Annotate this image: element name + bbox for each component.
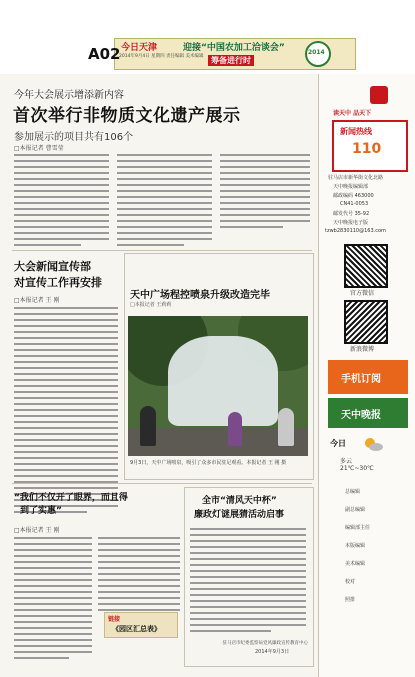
spectator	[140, 406, 156, 446]
sidebar-address-1: 天中晚报编辑部	[333, 184, 369, 190]
section-divider	[12, 250, 312, 251]
weather-desc: 多云	[340, 458, 353, 465]
qr-code-weibo	[344, 300, 388, 344]
top-story-body-col3	[220, 154, 310, 232]
bottom-left-headline-2: 到了实惠”	[20, 506, 62, 516]
link-box-title: 《园区汇总表》	[112, 625, 161, 633]
hotline-phone: 110	[352, 141, 382, 157]
photo-story-byline: □本报记者 王莉莉	[130, 302, 172, 308]
sidebar-staff-1: 副总编辑	[345, 507, 366, 513]
bottom-left-byline: □本报记者 王 刚	[14, 527, 60, 534]
bottom-right-body	[190, 528, 306, 636]
sidebar-ad1-text: 手机订阅	[341, 374, 381, 385]
photo-story-headline: 天中广场程控喷泉升级改造完毕	[130, 290, 270, 301]
sidebar-staff-4: 美术编辑	[345, 561, 366, 567]
top-story-subhead: 参加展示的项目共有106个	[14, 132, 134, 143]
sidebar-ad2-text: 天中晚报	[341, 410, 381, 421]
top-story-byline: □本报记者 曹雪莹	[14, 145, 64, 152]
sidebar-staff-2: 编辑部主任	[345, 525, 371, 531]
sidebar-brand: 读天中 品天下	[333, 110, 372, 117]
qr-code-wechat	[344, 244, 388, 288]
top-story-headline: 首次举行非物质文化遗产展示	[13, 106, 241, 126]
hotline-title: 新闻热线	[340, 127, 372, 136]
spectator	[278, 408, 294, 446]
header-date-line: 2014年9月4日 星期四 责任编辑 美术编辑	[119, 54, 204, 59]
sidebar-address-3: CN41-0053	[340, 201, 369, 207]
bottom-left-body-col1	[14, 537, 92, 663]
top-story-body-col1	[14, 154, 109, 250]
weather-temp: 21℃~30℃	[340, 465, 374, 472]
sidebar-brand-logo	[370, 86, 388, 104]
sidebar-address-4: 邮发代号 35-92	[333, 211, 370, 217]
left-story-body	[14, 307, 118, 517]
bottom-left-body-col2	[98, 537, 180, 615]
top-story-overline: 今年大会展示增添新内容	[14, 90, 124, 101]
sun-cloud-icon	[363, 436, 383, 452]
bottom-right-sign-date: 2014年9月3日	[255, 649, 290, 655]
sidebar-staff-5: 校对	[345, 579, 356, 585]
sidebar-staff-6: 照排	[345, 597, 356, 603]
header-ad-sub: 筹备进行时	[208, 55, 254, 66]
weather-label: 今日	[330, 439, 346, 448]
spectator	[228, 412, 242, 446]
sidebar-address-6: tzwb2830110@163.com	[325, 228, 386, 234]
fountain-photo	[128, 316, 308, 456]
sidebar-address-5: 天中晚报电子版	[333, 220, 369, 226]
qr1-label: 官方微信	[350, 290, 375, 297]
sidebar-staff-0: 总编辑	[345, 489, 361, 495]
paper-name-logo: 今日天津	[121, 43, 158, 53]
bottom-left-headline-1: “我们不仅开了眼界，而且得	[14, 493, 128, 503]
sidebar-staff-3: 本版编辑	[345, 543, 366, 549]
section-divider	[12, 483, 312, 484]
left-story-headline-2: 对宣传工作再安排	[14, 276, 102, 289]
sidebar-address-2: 邮政编码 463000	[333, 193, 374, 199]
fountain-water	[168, 336, 278, 426]
header-ad-logo-label: 2014	[308, 49, 325, 56]
photo-caption: 9月3日，天中广场喷泉，吸引了众多市民驻足观看。本报记者 王 刚 摄	[130, 460, 287, 466]
bottom-right-headline-2: 廉政灯谜展猜活动启事	[194, 510, 285, 520]
left-story-headline-1: 大会新闻宣传部	[14, 260, 91, 273]
qr2-label: 新浪微博	[350, 346, 375, 353]
bottom-right-sign-org: 驻马店市纪委监察局党风廉政宣传教育中心	[222, 641, 308, 646]
link-box-label: 链接	[108, 616, 121, 623]
left-story-byline: □本报记者 王 刚	[14, 297, 60, 304]
bottom-right-headline-1: 全市“清风天中杯”	[202, 496, 277, 506]
page-code: A02	[88, 45, 121, 63]
top-story-body-col2	[117, 154, 212, 250]
sidebar-address-0: 驻马店市新华街文化北路	[328, 175, 384, 181]
header-ad-title: 迎接“中国农加工洽谈会”	[183, 43, 285, 53]
